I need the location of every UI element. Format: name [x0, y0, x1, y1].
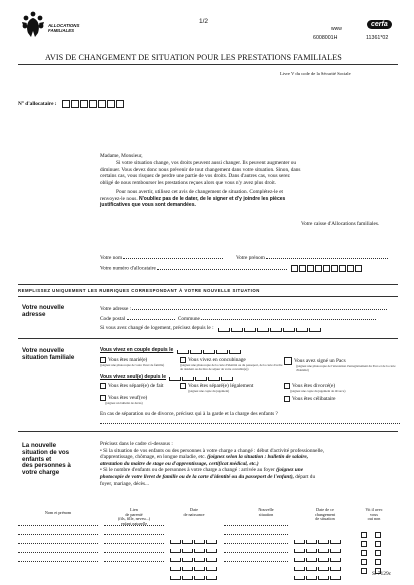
divider: [18, 296, 398, 297]
marie-note: (joignez une photocopie de votre livret de famille): [100, 363, 165, 367]
enfants-emphasis: (joignez selon la situation : bulletin de salaire,: [207, 454, 309, 461]
enfants-emphasis: attestation du maître de stage ou d'apprentissage, certificat médical, etc.): [100, 460, 259, 467]
marie-label: Vous êtes marié(e): [108, 357, 148, 364]
form-code: S. 7129c: [372, 571, 392, 577]
title-rule: [18, 64, 398, 65]
code-postal-row: [100, 316, 376, 323]
option-celibataire[interactable]: [284, 396, 335, 403]
letter-line: Pour nous avertir, utilisez cet avis de changement de situation. Complétez-le et: [116, 189, 284, 195]
table-row[interactable]: [18, 543, 402, 550]
letter-line: certains cas, vous risquez de perdre une partie de vos droits. Dans d'autres cas, vous serez: [100, 173, 290, 180]
nom-label: Votre nom: [100, 255, 123, 261]
enfants-heading: [22, 443, 71, 477]
letter-line: Si votre situation change, vos droits peuvent aussi changer. Ils peuvent augmenter ou: [116, 160, 297, 166]
heading-line: adresse: [22, 310, 46, 318]
letter-paragraph-1: [100, 160, 400, 186]
separe-legal-note: (joignez une copie du jugement): [188, 389, 230, 393]
heading-line: La nouvelle: [22, 442, 57, 449]
logement-label: Si vous avez changé de logement, précisez depuis le :: [100, 325, 214, 331]
divider: [18, 338, 398, 339]
enfants-intro: Précisez dans le cadre ci-dessous :: [100, 441, 173, 447]
celibataire-label: Vous êtes célibataire: [292, 396, 336, 403]
garde-question: En cas de séparation ou de divorce, précisez qui à la garde et la charge des enfants ?: [100, 411, 278, 417]
concubinage-note: (joignez une photocopie de la carte d'identité ou du passeport, de la carte d'ordre de résident ou du titre de séjour de votre concubin(e)): [180, 363, 283, 371]
numero-dots: [157, 269, 287, 270]
legal-reference: Livre V du code de la Sécurité Sociale: [280, 71, 351, 76]
pacs-checkbox[interactable]: [284, 357, 292, 365]
separe-fait-checkbox[interactable]: [100, 383, 106, 389]
celibataire-checkbox[interactable]: [284, 396, 290, 402]
table-row[interactable]: [18, 561, 402, 568]
logement-row: [100, 325, 322, 332]
enfants-text: départ du: [293, 473, 316, 480]
nom-field[interactable]: [123, 258, 223, 259]
nom-row: [100, 255, 223, 262]
divider: [18, 431, 398, 432]
situation-heading: [22, 348, 74, 362]
code-postal-field[interactable]: [127, 319, 175, 320]
logo-text-line2: FAMILIALES: [48, 27, 75, 33]
site-code: 6008001H: [313, 35, 338, 41]
page-title: AVIS DE CHANGEMENT DE SITUATION POUR LES PRESTATIONS FAMILIALES: [45, 53, 342, 62]
cerfa-number: 11361*02: [366, 35, 389, 41]
www-label: www: [331, 26, 342, 32]
couple-row: [100, 347, 242, 354]
allocataire-boxes[interactable]: [62, 101, 125, 107]
numero-row: [100, 265, 363, 272]
adresse-label: Votre adresse :: [100, 306, 132, 312]
letter-signature: Votre caisse d'Allocations familiales.: [301, 221, 380, 227]
pacs-label: Vous avez signé un Pacs: [294, 358, 346, 365]
adresse-field[interactable]: [132, 309, 387, 310]
enfants-text: d'apprentissage, chômage, en longue maladie, etc.: [100, 454, 208, 461]
prenom-label: Votre prénom: [236, 255, 265, 261]
col-header: Nouvelle situation: [258, 507, 274, 517]
table-row[interactable]: [18, 525, 402, 532]
veuf-note: (joignez un bulletin de décès): [105, 401, 143, 405]
prenom-field[interactable]: [266, 258, 388, 259]
garde-field[interactable]: [100, 423, 400, 424]
heading-line: Votre nouvelle: [22, 347, 65, 354]
adresse-heading: [22, 305, 64, 319]
option-separe-fait[interactable]: [100, 383, 164, 390]
letter-emphasis: justificatives que vous sont demandées.: [100, 202, 196, 209]
heading-line: situation de vos: [22, 448, 70, 456]
instruction: REMPLISSEZ UNIQUEMENT LES RUBRIQUES CORRESPONDANT À VOTRE NOUVELLE SITUATION: [18, 288, 260, 293]
heading-line: des personnes à: [22, 462, 71, 470]
letter-line: obligé de nous rembourser les prestations reçues alors que vous n'y avez plus droit.: [100, 179, 277, 186]
letter-line: renvoyez-le nous.: [100, 195, 139, 202]
col-header: Nom et prénom: [44, 510, 72, 515]
heading-line: Votre nouvelle: [22, 304, 65, 311]
seul-row: [100, 374, 234, 381]
cerfa-logo: cerfa: [367, 20, 392, 29]
concubinage-label: Vous vivez en concubinage: [188, 357, 246, 364]
adresse-row: [100, 306, 387, 313]
letter-line: diminuer. Vous devez donc nous prévenir de tout changement dans votre situation. Sinon, dans: [100, 166, 301, 173]
enfants-text: • Si la situation de vos enfants ou des personnes à votre charge a changé : début d'activité professionnelle,: [100, 447, 325, 454]
heading-line: votre charge: [22, 469, 60, 477]
commune-label: Commune: [177, 316, 200, 322]
col-header: Vit il avec vous oui non: [365, 507, 383, 522]
seul-label: Vous vivez seul(e) depuis le: [100, 374, 167, 380]
numero-boxes[interactable]: [291, 266, 363, 272]
divider: [18, 284, 398, 285]
divorce-note: (joignez une copie du jugement de divorce): [290, 389, 346, 393]
prenom-row: [236, 255, 388, 262]
table-row[interactable]: [18, 552, 402, 559]
enfants-text: • Si le nombre d'enfants ou de personnes à votre charge a changé : arrivée au foyer: [100, 467, 277, 474]
enfants-emphasis: photocopie de votre livret de famille ou de la carte d'identité ou du passeport de l'enfant),: [100, 473, 294, 480]
separe-fait-label: Vous êtes séparé(e) de fait: [108, 383, 164, 390]
separe-legal-checkbox[interactable]: [180, 383, 186, 389]
logement-date-field[interactable]: [218, 325, 322, 331]
letter-emphasis: N'oubliez pas de le dater, de le signer et d'y joindre les pièces: [138, 195, 286, 202]
allocataire-row: [18, 100, 125, 108]
caf-logo-icon: [18, 9, 48, 39]
numero-label: Votre numéro d'allocataire: [100, 265, 156, 272]
heading-line: situation familiale: [22, 353, 75, 361]
allocataire-label: N° d'allocataire :: [18, 101, 57, 108]
pacs-note: (joignez une photocopie de l'attestation d'enregistrement du Pacs et de la carte d'identité): [296, 364, 396, 372]
enfants-instructions: [100, 441, 405, 487]
veuf-label: Vous êtes veuf(ve): [108, 395, 148, 402]
caf-logo: [18, 9, 48, 39]
col-header: Lien de parenté (fils, fille, neveu...) enfant naturelle: [117, 507, 151, 526]
code-postal-label: Code postal: [100, 316, 126, 322]
page-number: 1/2: [199, 18, 209, 25]
separe-legal-label: Vous êtes séparé(e) légalement: [188, 383, 254, 390]
col-header: Date de ce changement de situation: [314, 507, 336, 522]
salutation: Madame, Monsieur,: [100, 153, 143, 159]
couple-date-field[interactable]: [177, 347, 242, 353]
couple-label: Vous vivez en couple depuis le: [100, 347, 174, 353]
seul-date-field[interactable]: [169, 374, 234, 380]
commune-field[interactable]: [201, 319, 376, 320]
heading-line: enfants et: [22, 455, 52, 463]
col-header: Date de naissance: [183, 507, 205, 517]
divorce-label: Vous êtes divorcé(e): [292, 383, 336, 390]
logo-text-line1: ALLOCATIONS: [48, 23, 80, 28]
table-row[interactable]: [18, 534, 402, 541]
enfants-emphasis: (joignez une: [276, 467, 304, 474]
letter-paragraph-2: [100, 189, 400, 209]
enfants-text: foyer, mariage, décès...: [100, 480, 150, 487]
